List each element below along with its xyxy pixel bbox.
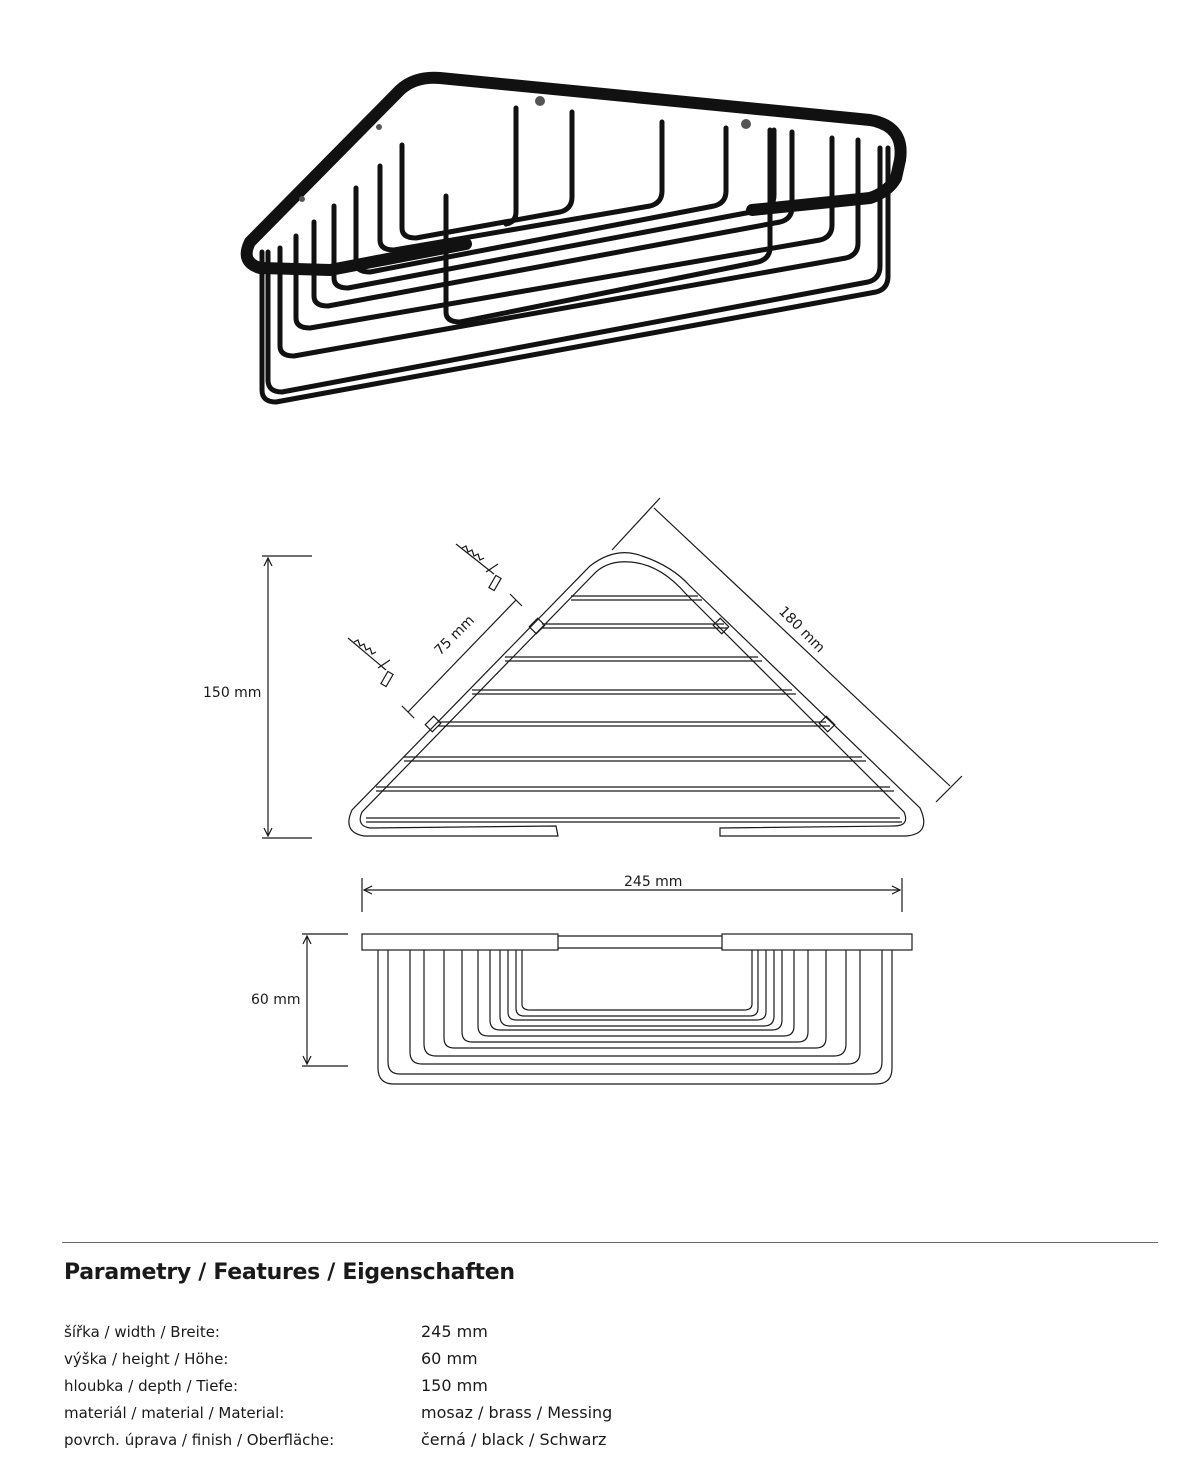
feature-value: mosaz / brass / Messing xyxy=(421,1403,613,1422)
table-row xyxy=(64,1399,612,1426)
depth-dimension-label: 150 mm xyxy=(203,685,262,701)
table-row xyxy=(64,1345,612,1372)
feature-value: 150 mm xyxy=(421,1376,488,1395)
front-view-basket xyxy=(362,934,912,1084)
table-row xyxy=(64,1318,612,1345)
features-table xyxy=(64,1318,612,1453)
feature-value: černá / black / Schwarz xyxy=(421,1430,607,1449)
feature-label: povrch. úprava / finish / Oberfläche: xyxy=(64,1430,335,1449)
table-row xyxy=(64,1372,612,1399)
screw-spacing-dimension-label: 75 mm xyxy=(431,612,478,659)
table-row xyxy=(64,1426,612,1453)
screw-icon xyxy=(348,638,393,687)
feature-label: výška / height / Höhe: xyxy=(64,1349,229,1368)
feature-label: hloubka / depth / Tiefe: xyxy=(64,1376,238,1395)
section-divider xyxy=(62,1242,1158,1243)
top-view-basket xyxy=(349,553,924,836)
height-dimension-label: 60 mm xyxy=(251,992,301,1008)
side-length-dimension-label: 180 mm xyxy=(775,603,828,657)
feature-value: 60 mm xyxy=(421,1349,478,1368)
features-heading: Parametry / Features / Eigenschaften xyxy=(64,1260,515,1285)
screw-icon xyxy=(456,544,501,591)
feature-label: materiál / material / Material: xyxy=(64,1403,285,1422)
feature-label: šířka / width / Breite: xyxy=(64,1322,220,1341)
feature-value: 245 mm xyxy=(421,1322,488,1341)
width-dimension-label: 245 mm xyxy=(624,874,683,890)
